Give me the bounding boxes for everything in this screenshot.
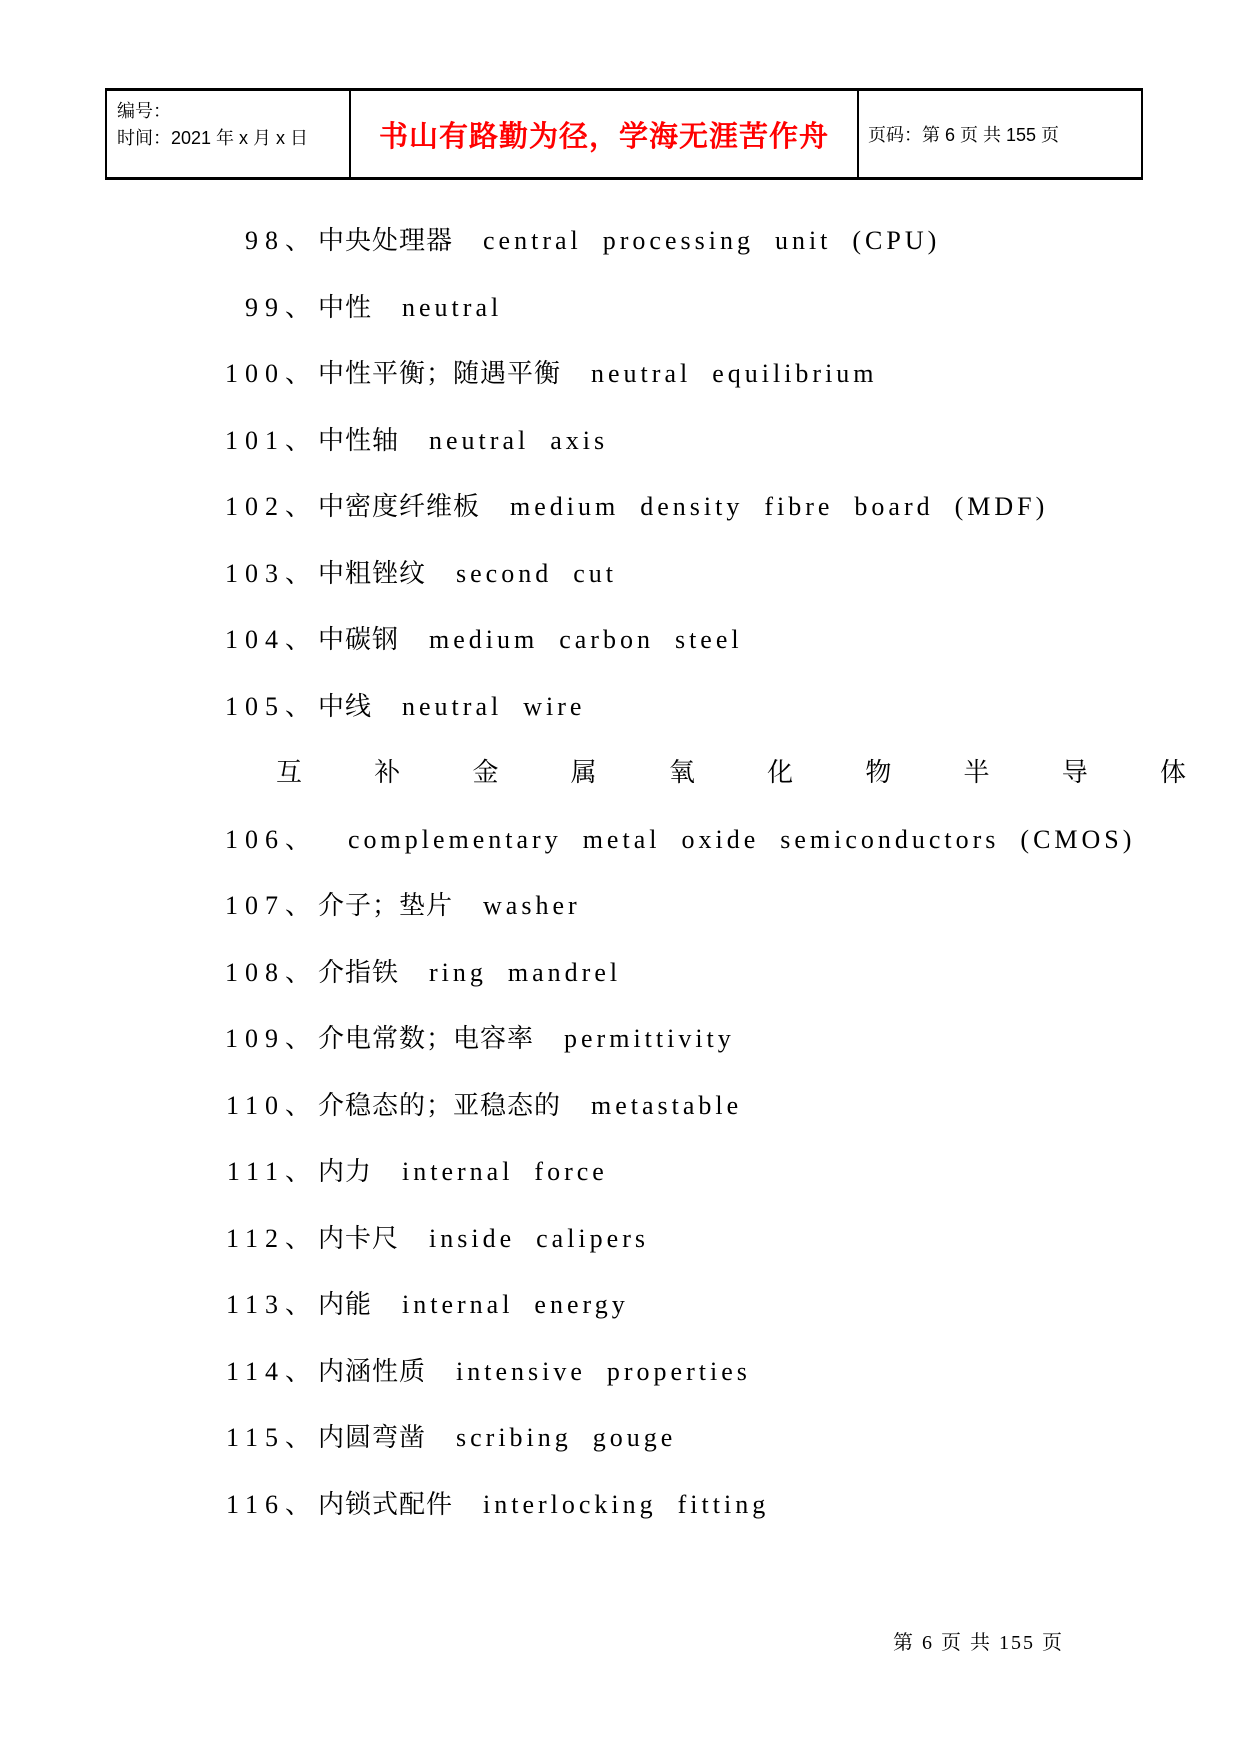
chinese-char: 互 — [276, 758, 303, 787]
term-list-item — [218, 1073, 1218, 1140]
term-list-item — [218, 275, 1218, 342]
english-term: permittivity — [564, 1024, 735, 1053]
item-number: 108、 — [224, 957, 318, 987]
chinese-char: 物 — [865, 758, 892, 787]
chinese-term: 介电常数；电容率 — [318, 1024, 535, 1053]
chinese-char: 化 — [767, 758, 794, 787]
term-list-item — [218, 1272, 1218, 1339]
header-page-info-cell — [859, 91, 1141, 177]
term-list-item — [218, 1472, 1218, 1539]
item-number: 100、 — [224, 359, 318, 388]
chinese-term: 介稳态的；亚稳态的 — [318, 1090, 562, 1120]
item-number: 106、 — [224, 824, 318, 854]
english-term: medium density fibre board (MDF) — [510, 492, 1049, 521]
chinese-term: 内力 — [318, 1157, 373, 1186]
footer-page-number: 第 6 页 共 155 页 — [893, 1632, 1064, 1654]
term-list — [218, 208, 1218, 1538]
english-term: washer — [483, 891, 581, 920]
english-term: neutral wire — [402, 691, 586, 721]
term-list-item — [218, 1405, 1218, 1472]
term-list-item — [218, 1206, 1218, 1273]
english-term: ring mandrel — [429, 957, 622, 987]
item-number: 116、 — [225, 1489, 318, 1519]
chinese-char: 半 — [963, 758, 990, 787]
term-list-item — [218, 1006, 1218, 1073]
chinese-term: 中密度纤维板 — [318, 492, 481, 521]
term-list-item — [218, 1339, 1218, 1406]
header-motto-text: 书山有路勤为径，学海无涯苦作舟 — [378, 120, 829, 153]
chinese-term: 中央处理器 — [318, 226, 454, 255]
item-number: 98、 — [244, 226, 318, 255]
item-number: 111、 — [226, 1157, 318, 1186]
english-term: medium carbon steel — [429, 625, 743, 654]
term-list-item — [218, 1139, 1218, 1206]
item-number: 107、 — [224, 891, 318, 920]
chinese-char: 属 — [570, 758, 597, 787]
english-term: internal energy — [402, 1290, 629, 1319]
page-number-label: 页码：第 6 页 共 155 页 — [868, 125, 1060, 145]
term-list-item — [218, 674, 1218, 741]
chinese-term: 介指铁 — [318, 957, 400, 987]
chinese-term: 中粗锉纹 — [318, 558, 427, 588]
item-number: 109、 — [224, 1024, 318, 1053]
chinese-char: 补 — [374, 758, 401, 787]
chinese-term: 中性平衡；随遇平衡 — [318, 359, 562, 388]
english-term: intensive properties — [456, 1356, 751, 1386]
chinese-term: 内涵性质 — [318, 1356, 427, 1386]
chinese-term: 介子；垫片 — [318, 891, 454, 920]
chinese-term: 中线 — [318, 691, 373, 721]
chinese-char: 金 — [472, 758, 499, 787]
english-term: complementary metal oxide semiconductors (CMOS) — [348, 824, 1136, 854]
chinese-term: 内能 — [318, 1290, 373, 1319]
term-list-item — [218, 807, 1218, 874]
term-list-item — [218, 940, 1218, 1007]
chinese-term: 中性轴 — [318, 425, 400, 455]
item-number: 105、 — [224, 691, 318, 721]
distributed-chinese-term-row — [276, 740, 1186, 807]
item-number: 115、 — [225, 1423, 318, 1452]
english-term: interlocking fitting — [483, 1489, 770, 1519]
term-list-item — [218, 873, 1218, 940]
term-list-item — [218, 607, 1218, 674]
english-term: second cut — [456, 558, 617, 588]
term-list-item — [218, 208, 1218, 275]
item-number: 114、 — [225, 1356, 318, 1386]
chinese-term: 中碳钢 — [318, 625, 400, 654]
chinese-term: 内圆弯凿 — [318, 1423, 427, 1452]
chinese-term: 内锁式配件 — [318, 1489, 454, 1519]
header-table — [105, 88, 1143, 180]
item-number: 113、 — [225, 1290, 318, 1319]
english-term: metastable — [591, 1090, 743, 1120]
english-term: neutral equilibrium — [591, 359, 878, 388]
item-number: 102、 — [224, 492, 318, 521]
english-term: internal force — [402, 1157, 608, 1186]
item-number: 104、 — [224, 625, 318, 654]
item-number: 103、 — [224, 558, 318, 588]
term-list-item — [218, 541, 1218, 608]
header-meta-cell — [107, 91, 351, 177]
chinese-term: 中性 — [318, 292, 373, 322]
chinese-term: 内卡尺 — [318, 1223, 400, 1253]
item-number: 112、 — [225, 1223, 318, 1253]
doc-number-label: 编号： — [117, 101, 171, 121]
chinese-char: 氧 — [668, 758, 695, 787]
item-number: 99、 — [244, 292, 318, 322]
english-term: neutral axis — [429, 425, 609, 455]
header-motto-cell — [351, 91, 859, 177]
doc-date-label: 时间：2021 年 x 月 x 日 — [117, 128, 309, 148]
english-term: neutral — [402, 292, 503, 322]
item-number: 101、 — [224, 425, 318, 455]
chinese-char: 体 — [1159, 758, 1186, 787]
item-number: 110、 — [225, 1090, 318, 1120]
term-list-item — [218, 408, 1218, 475]
term-list-item — [218, 474, 1218, 541]
english-term: scribing gouge — [456, 1423, 677, 1452]
english-term: central processing unit (CPU) — [483, 226, 941, 255]
term-list-item — [218, 341, 1218, 408]
chinese-char: 导 — [1061, 758, 1088, 787]
english-term: inside calipers — [429, 1223, 649, 1253]
